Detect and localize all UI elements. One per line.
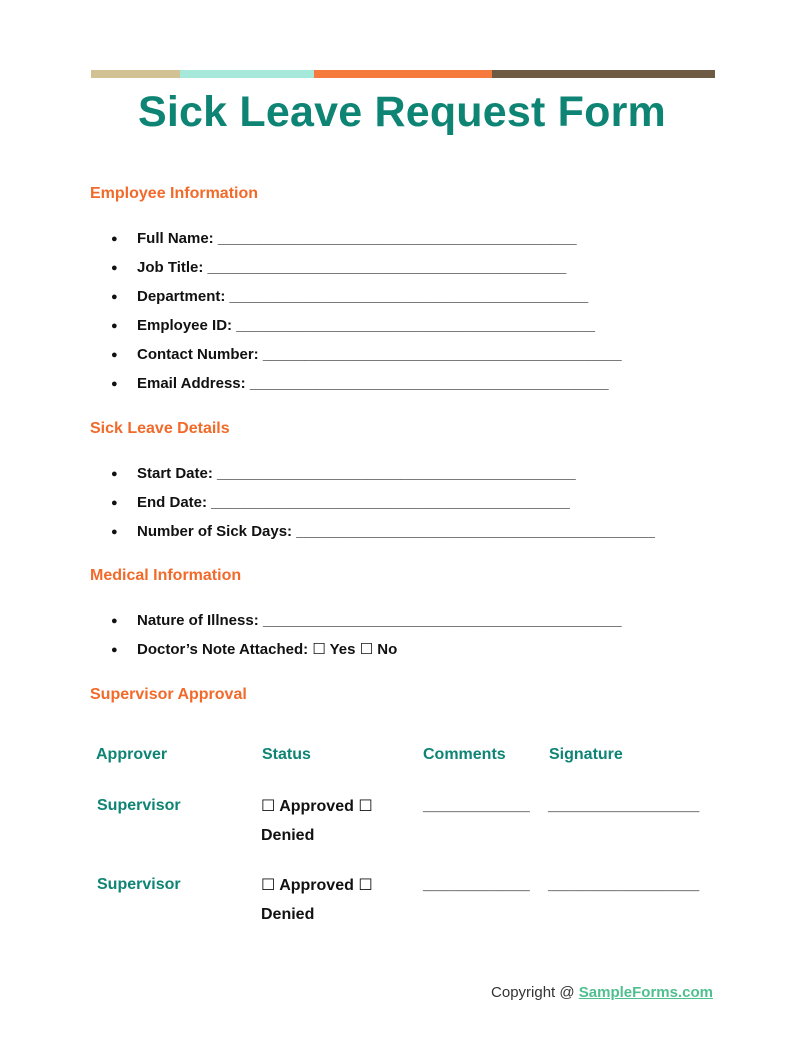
section-heading-employee-information: Employee Information [90, 185, 259, 202]
field-full-name[interactable]: ● Full Name: ___________________________________________ [108, 229, 622, 258]
status-checkbox-cell[interactable]: ☐ Approved ☐ Denied [261, 798, 373, 844]
page-title: Sick Leave Request Form [138, 88, 666, 136]
signature-blank[interactable]: _________________ [548, 797, 700, 814]
section-heading-sick-leave-details: Sick Leave Details [90, 420, 230, 437]
decorative-color-bar [91, 70, 715, 78]
section-heading-medical-information: Medical Information [90, 567, 242, 584]
comments-blank[interactable]: ____________ [423, 876, 530, 893]
signature-blank[interactable]: _________________ [548, 876, 700, 893]
column-header-approver: Approver [96, 746, 168, 763]
employee-information-list [108, 229, 622, 403]
field-nature-of-illness[interactable]: ● Nature of Illness: ___________________________________________ [108, 611, 622, 640]
section-heading-supervisor-approval: Supervisor Approval [90, 686, 247, 703]
color-bar-segment-brown [492, 70, 715, 78]
column-header-signature: Signature [549, 746, 623, 763]
field-contact-number[interactable]: ● Contact Number: ___________________________________________ [108, 345, 622, 374]
color-bar-segment-mint [180, 70, 314, 78]
color-bar-segment-beige [91, 70, 180, 78]
comments-blank[interactable]: ____________ [423, 797, 530, 814]
field-job-title[interactable]: ● Job Title: ___________________________________________ [108, 258, 622, 287]
column-header-comments: Comments [423, 746, 506, 763]
footer-copyright [491, 984, 713, 1001]
medical-information-list [108, 611, 622, 669]
field-number-of-sick-days[interactable]: ● Number of Sick Days: ___________________________________________ [108, 522, 655, 551]
field-email-address[interactable]: ● Email Address: ___________________________________________ [108, 374, 622, 403]
field-end-date[interactable]: ● End Date: ___________________________________________ [108, 493, 655, 522]
sick-leave-details-list [108, 464, 655, 551]
approver-cell: Supervisor [97, 876, 181, 893]
field-doctors-note-attached[interactable]: ● Doctor’s Note Attached: ☐ Yes ☐ No [108, 640, 622, 669]
field-start-date[interactable]: ● Start Date: ___________________________________________ [108, 464, 655, 493]
approver-cell: Supervisor [97, 797, 181, 814]
brand-link[interactable]: SampleForms.com [578, 984, 713, 1001]
field-department[interactable]: ● Department: ___________________________________________ [108, 287, 622, 316]
status-checkbox-cell[interactable]: ☐ Approved ☐ Denied [261, 877, 373, 923]
column-header-status: Status [262, 746, 311, 763]
field-employee-id[interactable]: ● Employee ID: ___________________________________________ [108, 316, 622, 345]
copyright-text: Copyright @ [491, 984, 579, 1001]
color-bar-segment-orange [314, 70, 492, 78]
